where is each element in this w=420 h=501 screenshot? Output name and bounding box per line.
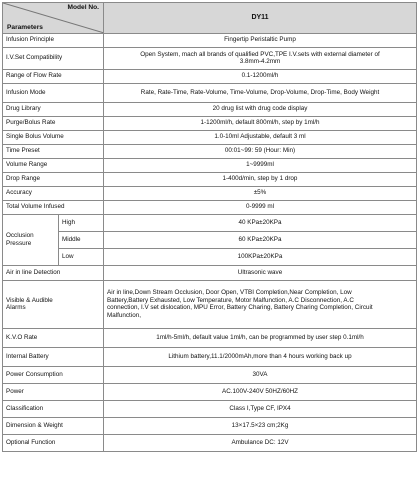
row-value: 1ml/h-5ml/h, default value 1ml/h, can be programmed by user step 0.1ml/h — [104, 328, 417, 347]
spec-row — [3, 144, 417, 158]
row-label: Internal Battery — [3, 347, 104, 366]
row-label: Total Volume Infused — [3, 200, 104, 214]
model-value: DY11 — [104, 3, 417, 34]
row-label: Optional Function — [3, 434, 104, 451]
row-label: Time Preset — [3, 144, 104, 158]
spec-row — [3, 383, 417, 400]
occlusion-value-low: 100KPa±20KPa — [104, 248, 417, 265]
spec-row — [3, 172, 417, 186]
row-value: Rate, Rate-Time, Rate-Volume, Time-Volume, Drop-Volume, Drop-Time, Body Weight — [104, 83, 417, 102]
row-value: Open System, mach all brands of qualified PVC,TPE I.V.sets with external diameter of 3.8mm-4.2mm — [104, 47, 417, 69]
occlusion-level-low: Low — [59, 248, 104, 265]
row-value: ±5% — [104, 186, 417, 200]
row-label: Infusion Principle — [3, 33, 104, 47]
row-label: Range of Flow Rate — [3, 69, 104, 83]
occlusion-level-middle: Middle — [59, 231, 104, 248]
spec-row — [3, 130, 417, 144]
row-value: 1-1200ml/h, default 800ml/h, step by 1ml/h — [104, 116, 417, 130]
row-value: 0.1-1200ml/h — [104, 69, 417, 83]
occlusion-label: Occlusion Pressure — [3, 214, 59, 265]
row-value: 1.0-10ml Adjustable, default 3 ml — [104, 130, 417, 144]
spec-row — [3, 186, 417, 200]
spec-row — [3, 417, 417, 434]
row-label: Visible & Audible Alarms — [3, 280, 104, 328]
spec-row — [3, 366, 417, 383]
spec-table — [2, 2, 417, 452]
row-value: Fingertip Peristaltic Pump — [104, 33, 417, 47]
spec-row — [3, 265, 417, 280]
row-label: Air in line Detection — [3, 265, 104, 280]
model-no-label: Model No. — [67, 4, 99, 11]
occlusion-value-middle: 60 KPa±20KPa — [104, 231, 417, 248]
spec-row — [3, 116, 417, 130]
row-value: Ultrasonic wave — [104, 265, 417, 280]
row-value: 20 drug list with drug code display — [104, 102, 417, 116]
spec-row — [3, 69, 417, 83]
row-label: Single Bolus Volume — [3, 130, 104, 144]
row-label: Drop Range — [3, 172, 104, 186]
row-value: AC.100V-240V 50HZ/60HZ — [104, 383, 417, 400]
spec-row — [3, 158, 417, 172]
spec-row — [3, 102, 417, 116]
row-value: Ambulance DC: 12V — [104, 434, 417, 451]
spec-row — [3, 400, 417, 417]
row-value: Class I,Type CF, IPX4 — [104, 400, 417, 417]
parameters-label: Parameters — [7, 24, 43, 32]
row-value: Air in line,Down Stream Occlusion, Door Open, VTBI Completion,Near Completion, Low Battery,Battery Exhausted, Low Temperature, Motor Malfunction, A.C Disconnection, A.C connection, I.V set dislocation, MPU Error, Battery Charing, Battery Charing Completion, Circuit Malfunction, — [104, 280, 417, 328]
row-label: Power — [3, 383, 104, 400]
occlusion-row — [3, 214, 417, 231]
row-value: 13×17.5×23 cm;2Kg — [104, 417, 417, 434]
spec-row — [3, 83, 417, 102]
row-label: Purge/Bolus Rate — [3, 116, 104, 130]
occlusion-value-high: 40 KPa±20KPa — [104, 214, 417, 231]
row-value: Lithium battery,11.1/2000mAh,more than 4 hours working back up — [104, 347, 417, 366]
spec-row — [3, 434, 417, 451]
header-row — [3, 3, 417, 34]
spec-row — [3, 33, 417, 47]
row-value: 1-400d/min, step by 1 drop — [104, 172, 417, 186]
row-label: K.V.O Rate — [3, 328, 104, 347]
row-value: 0-9999 ml — [104, 200, 417, 214]
row-label: I.V.Set Compatibility — [3, 47, 104, 69]
occlusion-row — [3, 231, 417, 248]
occlusion-row — [3, 248, 417, 265]
occlusion-level-high: High — [59, 214, 104, 231]
spec-row — [3, 280, 417, 328]
row-label: Power Consumption — [3, 366, 104, 383]
row-label: Classification — [3, 400, 104, 417]
header-diagonal-cell — [3, 3, 104, 34]
row-value: 00:01~99: 59 (Hour: Min) — [104, 144, 417, 158]
row-label: Accuracy — [3, 186, 104, 200]
spec-row — [3, 200, 417, 214]
row-value: 30VA — [104, 366, 417, 383]
row-label: Volume Range — [3, 158, 104, 172]
spec-row — [3, 347, 417, 366]
row-label: Dimension & Weight — [3, 417, 104, 434]
row-value: 1~9999ml — [104, 158, 417, 172]
spec-row — [3, 47, 417, 69]
spec-row — [3, 328, 417, 347]
row-label: Infusion Mode — [3, 83, 104, 102]
spec-sheet — [2, 2, 416, 452]
row-label: Drug Library — [3, 102, 104, 116]
